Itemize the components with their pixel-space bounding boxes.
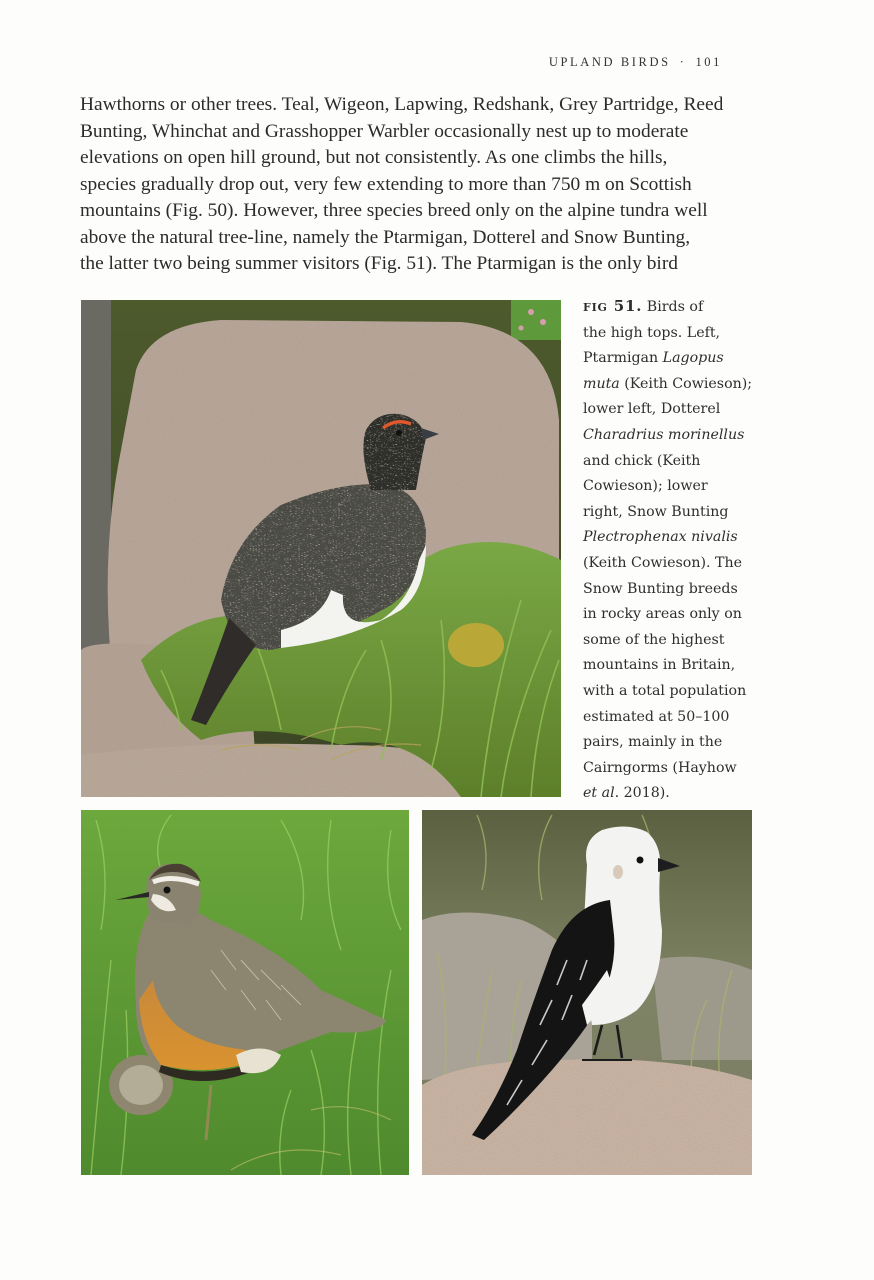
caption-text: Birds of — [642, 299, 704, 315]
caption-text: (Keith Cowieson); — [619, 375, 753, 392]
caption-text: Cairngorms (Hayhow — [583, 759, 737, 776]
caption-text: with a total population — [583, 682, 747, 699]
caption-italic: Charadrius morinellus — [583, 426, 745, 443]
caption-line — [583, 294, 763, 321]
caption-italic: muta — [583, 375, 620, 392]
caption-text: the high tops. Left, — [583, 324, 721, 341]
caption-text: Snow Bunting breeds — [583, 580, 738, 597]
caption-line — [583, 551, 763, 577]
figure-caption — [583, 294, 763, 807]
body-line: Hawthorns or other trees. Teal, Wigeon, Lapwing, Redshank, Grey Partridge, Reed — [80, 94, 724, 115]
caption-line — [583, 474, 763, 500]
caption-line — [583, 397, 763, 423]
figure-label: fig 51. — [583, 297, 643, 315]
body-line: elevations on open hill ground, but not consistently. As one climbs the hills, — [80, 147, 668, 168]
separator: · — [679, 55, 687, 69]
caption-text: estimated at 50–100 — [583, 708, 730, 725]
caption-text: and chick (Keith — [583, 452, 701, 469]
caption-text: Ptarmigan — [583, 350, 663, 367]
caption-line — [583, 679, 763, 705]
caption-text: (Keith Cowieson). The — [583, 554, 743, 571]
snow-bunting-image — [422, 810, 752, 1175]
caption-italic: et al. — [583, 785, 620, 802]
caption-text: right, Snow Bunting — [583, 503, 729, 520]
caption-text: in rocky areas only on — [583, 606, 742, 623]
body-line: mountains (Fig. 50). However, three species breed only on the alpine tundra well — [80, 200, 708, 221]
body-text — [80, 92, 760, 278]
caption-line — [583, 602, 763, 628]
caption-text: pairs, mainly in the — [583, 734, 723, 751]
caption-line — [583, 372, 763, 398]
caption-line — [583, 500, 763, 526]
body-line: species gradually drop out, very few extending to more than 750 m on Scottish — [80, 173, 692, 195]
caption-line — [583, 705, 763, 731]
caption-line — [583, 346, 763, 372]
caption-line — [583, 756, 763, 782]
section-title: UPLAND BIRDS — [548, 55, 671, 69]
caption-italic: Plectrophenax nivalis — [583, 529, 738, 546]
photo-ptarmigan — [81, 300, 561, 797]
body-line: Bunting, Whinchat and Grasshopper Warbler occasionally nest up to moderate — [80, 120, 689, 142]
photo-snow-bunting — [422, 810, 752, 1175]
caption-text: lower left, Dotterel — [583, 401, 721, 418]
photo-dotterel — [81, 810, 409, 1175]
caption-line — [583, 781, 763, 807]
caption-line — [583, 628, 763, 654]
caption-line — [583, 423, 763, 449]
dotterel-image — [81, 810, 409, 1175]
caption-line — [583, 730, 763, 756]
caption-line — [583, 449, 763, 475]
caption-line — [583, 525, 763, 551]
caption-line — [583, 321, 763, 347]
page-number: 101 — [695, 55, 722, 69]
body-line: above the natural tree-line, namely the Ptarmigan, Dotterel and Snow Bunting, — [80, 226, 691, 248]
caption-text: 2018). — [619, 785, 670, 802]
caption-line — [583, 653, 763, 679]
caption-line — [583, 577, 763, 603]
caption-text: mountains in Britain, — [583, 657, 736, 674]
ptarmigan-image — [81, 300, 561, 797]
running-head — [549, 55, 722, 70]
caption-text: Cowieson); lower — [583, 478, 708, 495]
caption-text: some of the highest — [583, 631, 725, 648]
body-line: the latter two being summer visitors (Fig. 51). The Ptarmigan is the only bird — [80, 253, 678, 274]
caption-italic: Lagopus — [662, 350, 724, 367]
